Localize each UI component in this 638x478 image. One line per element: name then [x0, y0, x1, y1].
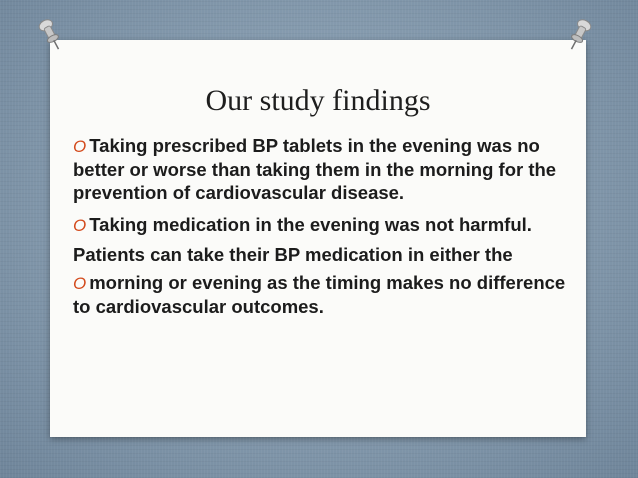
bullet-marker: O [73, 137, 87, 156]
bullet-item [73, 210, 573, 269]
bullet-text: Taking medication in the evening was not harmful. Patients can take their BP medication in either the [73, 214, 532, 265]
bullet-marker: O [73, 216, 87, 235]
slide-title: Our study findings [205, 84, 431, 117]
bullet-item [73, 134, 573, 204]
bullet-text: morning or evening as the timing makes no difference to cardiovascular outcomes. [73, 272, 566, 317]
bullet-text: Taking prescribed BP tablets in the evening was no better or worse than taking them in the morning for the prevention of cardiovascular disease. [73, 135, 557, 203]
pushpin-icon [563, 16, 595, 54]
bullet-list [73, 134, 573, 318]
bullet-marker: O [73, 274, 87, 293]
bullet-item [73, 271, 573, 318]
